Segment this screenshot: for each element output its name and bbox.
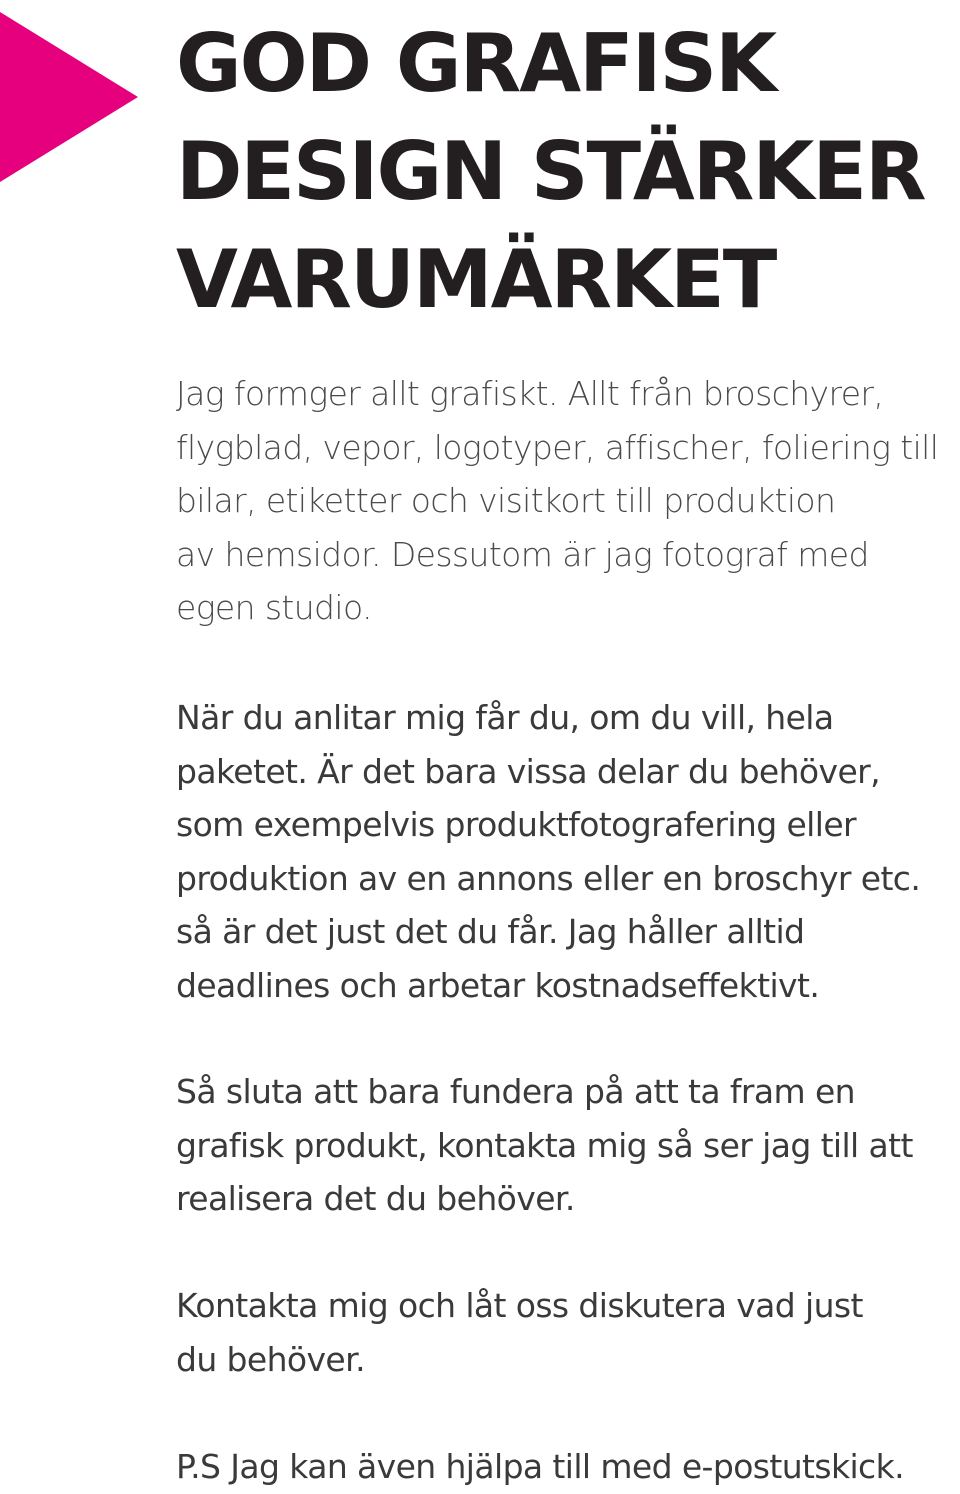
play-triangle-icon xyxy=(0,12,140,182)
paragraph-line: deadlines och arbetar kostnadseffektivt. xyxy=(176,965,820,1005)
intro-paragraph xyxy=(176,367,938,635)
document-page xyxy=(176,0,956,1486)
paragraph-line: egen studio. xyxy=(176,588,372,627)
paragraph-line: Jag formger allt grafiskt. Allt från broschyrer, xyxy=(176,374,884,413)
paragraph-line: grafisk produkt, kontakta mig så ser jag till att xyxy=(176,1125,913,1165)
paragraph-line: så är det just det du får. Jag håller alltid xyxy=(176,912,805,951)
call-to-action-paragraph xyxy=(176,1065,913,1226)
paragraph-line: realisera det du behöver. xyxy=(176,1179,575,1218)
paragraph-line: Kontakta mig och låt oss diskutera vad just xyxy=(176,1286,863,1325)
paragraph-line: du behöver. xyxy=(176,1339,365,1379)
contact-paragraph xyxy=(176,1279,863,1386)
headline-line: DESIGN STÄRKER xyxy=(176,125,925,218)
postscript-paragraph xyxy=(176,1440,904,1494)
paragraph-line: paketet. Är det bara vissa delar du behöver, xyxy=(176,751,881,791)
package-paragraph xyxy=(176,691,920,1012)
page-title xyxy=(176,0,956,334)
paragraph-line: När du anlitar mig får du, om du vill, hela xyxy=(176,698,834,737)
paragraph-line: som exempelvis produktfotografering eller xyxy=(176,805,856,844)
paragraph-line: P.S Jag kan även hjälpa till med e-postutskick. xyxy=(176,1447,904,1486)
paragraph-line: produktion av en annons eller en broschyr etc. xyxy=(176,858,921,898)
paragraph-line: bilar, etiketter och visitkort till produktion xyxy=(176,481,836,520)
paragraph-line: av hemsidor. Dessutom är jag fotograf med xyxy=(176,534,869,574)
paragraph-line: Så sluta att bara fundera på att ta fram en xyxy=(176,1072,855,1111)
headline-line: VARUMÄRKET xyxy=(176,233,776,326)
paragraph-line: flygblad, vepor, logotyper, affischer, foliering till xyxy=(176,427,939,467)
headline-line: GOD GRAFISK xyxy=(176,17,776,110)
